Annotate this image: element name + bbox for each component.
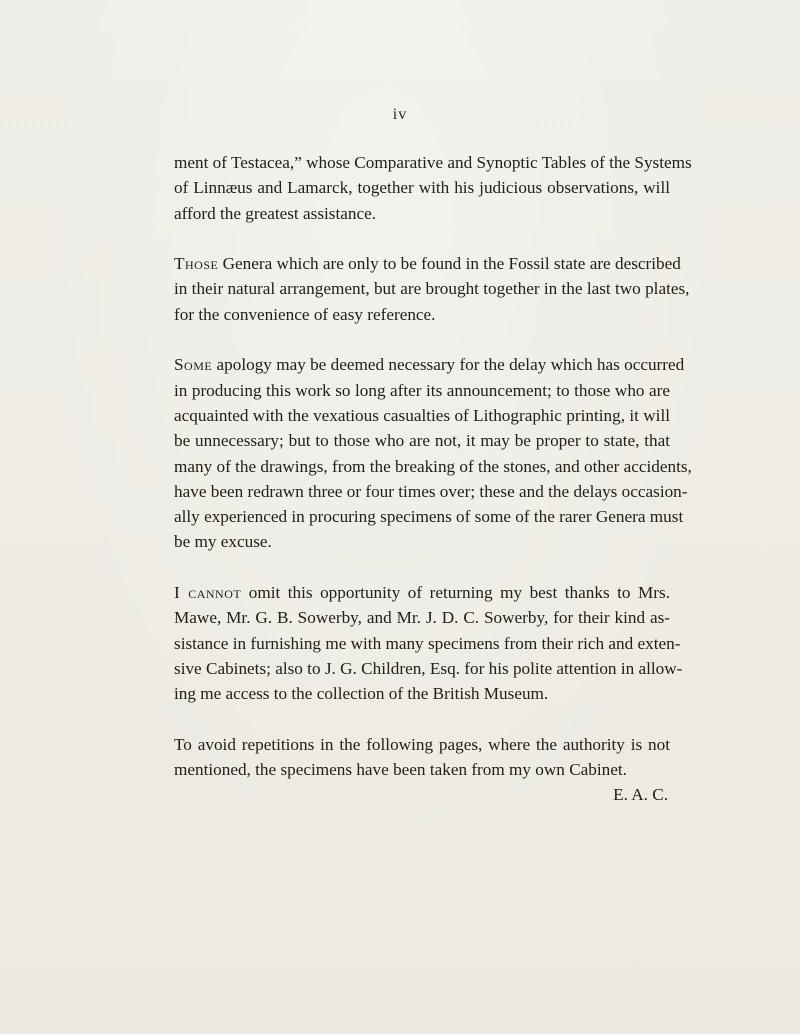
text-line bbox=[174, 352, 685, 377]
text-line: afford the greatest assistance. bbox=[174, 203, 377, 223]
text-line: ment of Testacea,” whose Comparative and Synoptic Tables of the Systems bbox=[174, 153, 692, 172]
text-line: ing me access to the collection of the British Museum. bbox=[174, 684, 549, 704]
text-line bbox=[174, 251, 681, 276]
page-number: iv bbox=[392, 106, 408, 123]
text-line: Mawe, Mr. G. B. Sowerby, and Mr. J. D. C. Sowerby, for their kind as- bbox=[174, 608, 670, 628]
paragraph-thanks bbox=[174, 580, 683, 706]
body-text bbox=[174, 150, 692, 808]
paragraph-testacea bbox=[174, 150, 692, 226]
text-line bbox=[174, 580, 670, 605]
paragraph-repetitions bbox=[174, 732, 670, 808]
line-text: Genera which are only to be found in the Fossil state are described bbox=[218, 254, 681, 274]
line-text: apology may be deemed necessary for the delay which has occurred bbox=[212, 355, 685, 375]
paragraph-apology bbox=[174, 352, 692, 554]
text-line: acquainted with the vexatious casualties of Lithographic printing, it will bbox=[174, 405, 670, 425]
text-line: many of the drawings, from the breaking of the stones, and other accidents, bbox=[174, 456, 692, 476]
text-line: be unnecessary; but to those who are not, it may be proper to state, that bbox=[174, 431, 670, 451]
paragraph-fossil-genera bbox=[174, 251, 690, 327]
text-line: be my excuse. bbox=[174, 532, 272, 552]
text-line: of Linnæus and Lamarck, together with his judicious observations, will bbox=[174, 178, 670, 198]
lead-word: I cannot bbox=[174, 583, 242, 603]
text-line: mentioned, the specimens have been taken from my own Cabinet. bbox=[174, 760, 627, 780]
lead-word: Those bbox=[174, 254, 219, 274]
text-line: sive Cabinets; also to J. G. Children, Esq. for his polite attention in allow- bbox=[174, 658, 683, 678]
author-signature: E. A. C. bbox=[613, 785, 668, 805]
line-text: omit this opportunity of returning my best thanks to Mrs. bbox=[241, 583, 670, 603]
text-line: To avoid repetitions in the following pages, where the authority is not bbox=[174, 734, 670, 754]
text-line: for the convenience of easy reference. bbox=[174, 304, 436, 324]
text-line: in their natural arrangement, but are brought together in the last two plates, bbox=[174, 279, 690, 299]
lead-word: Some bbox=[174, 355, 213, 375]
text-line: have been redrawn three or four times over; these and the delays occasion- bbox=[174, 481, 688, 501]
text-line: in producing this work so long after its announcement; to those who are bbox=[174, 380, 670, 400]
text-line: ally experienced in procuring specimens of some of the rarer Genera must bbox=[174, 507, 684, 527]
text-line: sistance in furnishing me with many specimens from their rich and exten- bbox=[174, 633, 681, 653]
